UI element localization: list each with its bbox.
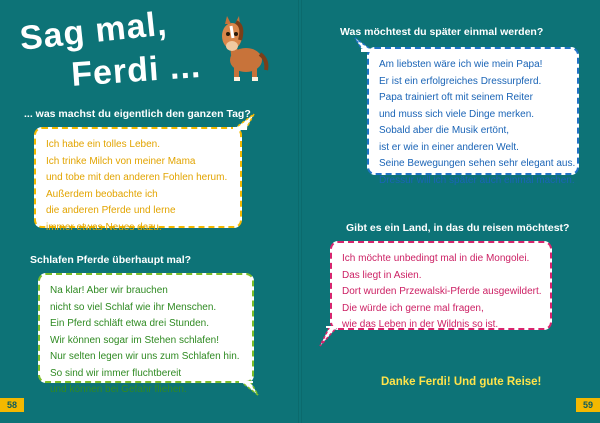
answer-line: Dressur will ich später auch einmal machen. xyxy=(379,174,575,186)
answer-line: Na klar! Aber wir brauchen xyxy=(50,285,168,296)
title-line-2: Ferdi ... xyxy=(70,46,203,94)
answer-line: und muss sich viele Dinge merken. xyxy=(379,108,535,120)
answer-line: Er ist ein erfolgreiches Dressurpferd. xyxy=(379,75,542,87)
answer-line: und können bei Gefahr fliehen. xyxy=(50,384,187,395)
answer-line: So sind wir immer fluchtbereit xyxy=(50,367,182,379)
page-number-right: 59 xyxy=(576,398,600,412)
thanks-text: Danke Ferdi! Und gute Reise! xyxy=(381,376,542,388)
book-gutter xyxy=(298,0,302,423)
answer-line: Am liebsten wäre ich wie mein Papa! xyxy=(379,59,543,70)
answer-line: Nur selten legen wir uns zum Schlafen hin. xyxy=(50,351,240,362)
answer-bubble-daily-life xyxy=(34,127,242,233)
bubble-tail xyxy=(318,326,340,348)
page-number-left: 58 xyxy=(0,398,24,412)
title-line-1: Sag mal, xyxy=(18,4,170,58)
answer-line: nicht so viel Schlaf wie ihr Menschen. xyxy=(50,301,217,313)
answer-line: Dort wurden Przewalski-Pferde ausgewildert. xyxy=(342,286,542,297)
answer-line: Die würde ich gerne mal fragen, xyxy=(342,302,484,314)
question-sleep: Schlafen Pferde überhaupt mal? xyxy=(30,254,192,266)
answer-line: Das liegt in Asien. xyxy=(342,269,422,281)
answer-line: Ich trinke Milch von meiner Mama xyxy=(46,155,196,167)
question-future: Was möchtest du später einmal werden? xyxy=(340,26,544,38)
bubble-tail xyxy=(232,112,258,130)
answer-line: Ein Pferd schläft etwa drei Stunden. xyxy=(50,318,209,329)
answer-line: Papa trainiert oft mit seinem Reiter xyxy=(379,92,533,103)
answer-line: immer etwas Neues dazu. xyxy=(46,221,162,233)
answer-line: Wir können sogar im Stehen schlafen! xyxy=(50,334,219,346)
answer-line: Sobald aber die Musik ertönt, xyxy=(379,125,510,136)
question-travel: Gibt es ein Land, in das du reisen möchtest? xyxy=(346,222,570,234)
answer-line: wie das Leben in der Wildnis so ist. xyxy=(342,319,499,330)
answer-line: Ich möchte unbedingt mal in die Mongolei. xyxy=(342,253,530,264)
bubble-tail xyxy=(353,36,375,52)
answer-line: und tobe mit den anderen Fohlen herum. xyxy=(46,172,228,183)
question-daily-life: ... was machst du eigentlich den ganzen Tag? xyxy=(24,108,251,120)
answer-line: Außerdem beobachte ich xyxy=(46,188,158,200)
answer-line: ist er wie in einer anderen Welt. xyxy=(379,141,519,153)
bubble-tail xyxy=(238,381,260,397)
answer-line: die anderen Pferde und lerne xyxy=(46,205,176,216)
answer-bubble-sleep xyxy=(38,273,254,395)
answer-bubble-travel xyxy=(330,241,552,330)
answer-line: Seine Bewegungen sehen sehr elegant aus. xyxy=(379,158,576,169)
foal-icon xyxy=(210,12,270,84)
answer-line: Ich habe ein tolles Leben. xyxy=(46,139,160,150)
answer-bubble-future xyxy=(367,47,579,186)
